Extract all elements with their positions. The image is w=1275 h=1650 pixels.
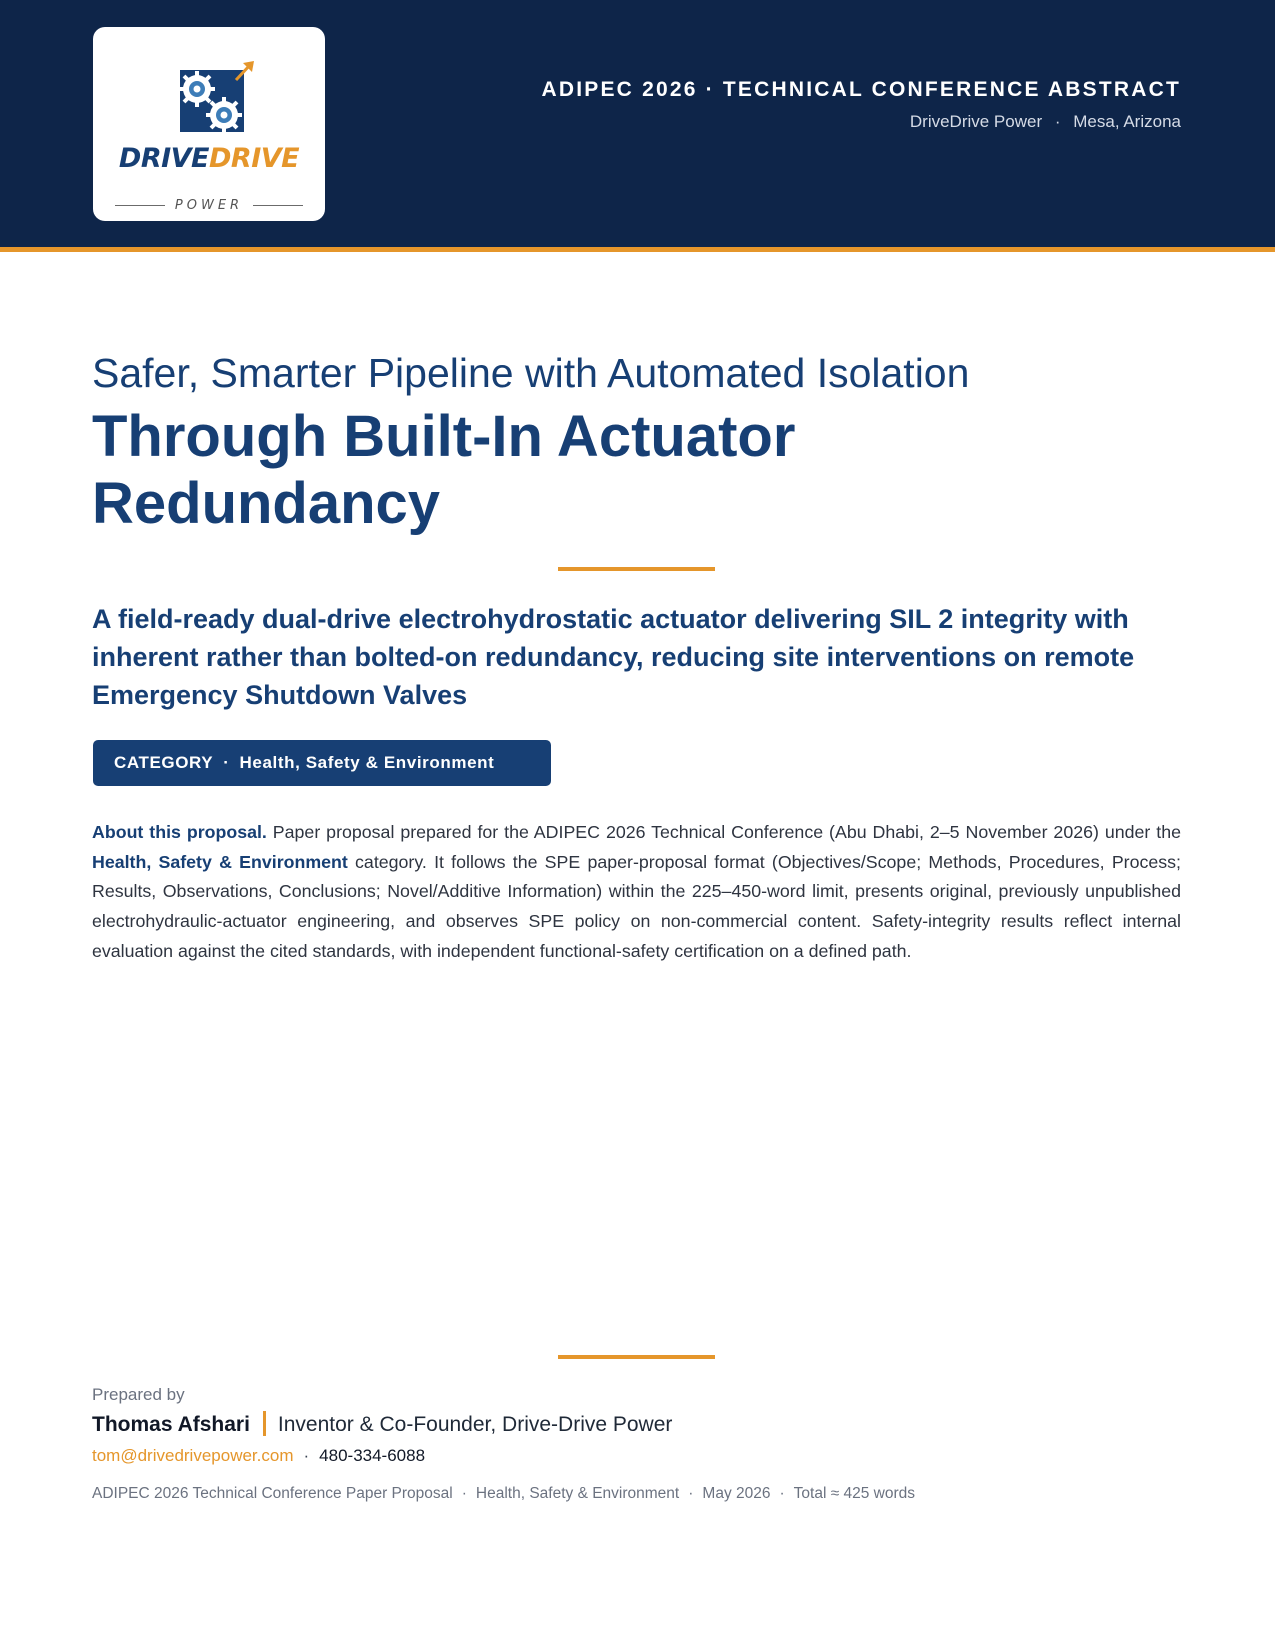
- title-line-one: Safer, Smarter Pipeline with Automated Isolation: [92, 350, 970, 396]
- location: Mesa, Arizona: [1073, 112, 1181, 131]
- footer-word-count: Total ≈ 425 words: [793, 1485, 916, 1502]
- email-link[interactable]: tom@drivedrivepower.com: [92, 1446, 294, 1465]
- conference-title: ADIPEC 2026 · TECHNICAL CONFERENCE ABSTRACT: [541, 78, 1181, 101]
- logo-wordmark: DRIVEDRIVE: [118, 143, 300, 174]
- about-category: Health, Safety & Environment: [92, 851, 348, 872]
- company-logo: [93, 27, 325, 221]
- header-accent-rule: [0, 247, 1275, 252]
- footer-meta: [92, 1485, 915, 1503]
- footer-date: May 2026: [702, 1485, 771, 1502]
- category-value: Health, Safety & Environment: [239, 753, 495, 772]
- company-name: DriveDrive Power: [909, 112, 1043, 131]
- twin-gears-arrow-icon: [93, 27, 325, 221]
- about-text-2: category. It follows the SPE paper-proposal format (Objectives/Scope; Methods, Procedures, Process; Results, Observations, Conclusions; Novel/Additive Information) within the 225–450-word limit, presents original, previously unpublished electrohydraulic-actuator engineering, and observes SPE policy on non-commercial content. Safety-integrity results reflect internal evaluation against the cited standards, with independent functional-safety certification on a defined path.: [92, 851, 1181, 961]
- title-divider: [558, 567, 715, 571]
- separator-dot: ·: [461, 1485, 467, 1502]
- footer-divider: [558, 1355, 715, 1359]
- page-subtitle: A field-ready dual-drive electrohydrostatic actuator delivering SIL 2 integrity with inherent rather than bolted-on redundancy, reducing site interventions on remote Emergency Shutdown Valves: [92, 604, 1135, 710]
- phone-number: 480-334-6088: [319, 1446, 426, 1465]
- about-paragraph: [92, 818, 1181, 967]
- page-title: Through Built-In Actuator Redundancy: [92, 404, 796, 536]
- separator-dot: ·: [223, 753, 230, 772]
- category-label: CATEGORY: [114, 753, 214, 772]
- separator-dot: ·: [1054, 112, 1061, 131]
- author-row: [92, 1411, 672, 1441]
- author-name: Thomas Afshari: [92, 1413, 250, 1436]
- company-location: [910, 112, 1181, 132]
- logo-tagline-row: [115, 198, 303, 212]
- separator-dot: ·: [779, 1485, 785, 1502]
- contact-row: [92, 1446, 425, 1466]
- footer-category: Health, Safety & Environment: [475, 1485, 680, 1502]
- separator-dot: ·: [688, 1485, 694, 1502]
- about-text-1: Paper proposal prepared for the ADIPEC 2026 Technical Conference (Abu Dhabi, 2–5 November 2026) under the: [266, 822, 1181, 842]
- category-badge: [93, 740, 551, 786]
- footer-doc-type: ADIPEC 2026 Technical Conference Paper Proposal: [92, 1485, 453, 1502]
- author-divider: [263, 1411, 266, 1436]
- author-role: Inventor & Co-Founder, Drive-Drive Power: [277, 1413, 673, 1436]
- logo-tagline: POWER: [174, 198, 244, 213]
- about-lead: About this proposal.: [92, 822, 267, 842]
- prepared-by-label: Prepared by: [92, 1385, 185, 1404]
- header-banner: [0, 0, 1275, 248]
- separator-dot: ·: [303, 1446, 310, 1465]
